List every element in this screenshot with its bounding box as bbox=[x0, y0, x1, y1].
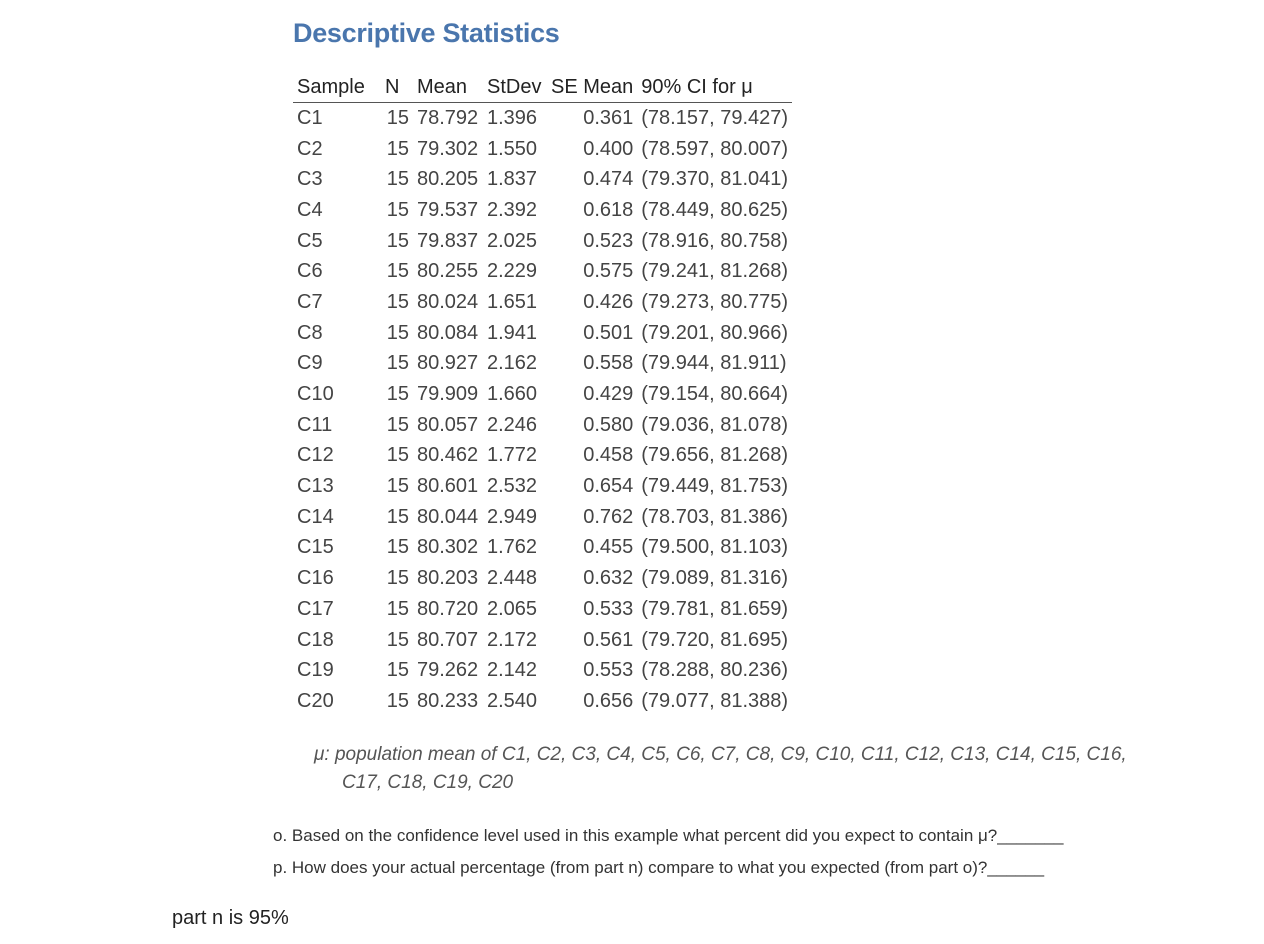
cell-stdev: 2.448 bbox=[487, 567, 538, 590]
cell-ci: (79.370, 81.041) bbox=[641, 168, 789, 191]
cell-ci: (79.036, 81.078) bbox=[641, 413, 789, 436]
table-row bbox=[293, 594, 792, 625]
header-ci: 90% CI for μ bbox=[637, 72, 792, 103]
cell-stdev: 2.162 bbox=[487, 352, 538, 375]
table-row bbox=[293, 655, 792, 686]
cell-n: 15 bbox=[386, 352, 409, 375]
table-row bbox=[293, 471, 792, 502]
table-row bbox=[293, 287, 792, 318]
cell-stdev: 1.941 bbox=[487, 321, 538, 344]
table-row bbox=[293, 318, 792, 349]
cell-stdev: 1.660 bbox=[487, 383, 538, 406]
table-row bbox=[293, 379, 792, 410]
cell-se-mean: 0.575 bbox=[583, 260, 634, 283]
cell-mean: 80.205 bbox=[417, 168, 479, 191]
table-row bbox=[293, 502, 792, 533]
cell-se-mean: 0.426 bbox=[583, 290, 634, 313]
cell-ci: (79.154, 80.664) bbox=[641, 383, 789, 406]
header-se-mean: SE Mean bbox=[547, 72, 637, 103]
cell-mean: 79.837 bbox=[417, 229, 479, 252]
cell-stdev: 2.172 bbox=[487, 628, 538, 651]
cell-ci: (78.916, 80.758) bbox=[641, 229, 789, 252]
cell-mean: 80.601 bbox=[417, 475, 479, 498]
note-text: part n is 95% bbox=[172, 907, 289, 929]
cell-n: 15 bbox=[386, 567, 409, 590]
cell-mean: 80.084 bbox=[417, 321, 479, 344]
cell-sample: C11 bbox=[297, 413, 333, 436]
cell-ci: (79.241, 81.268) bbox=[641, 260, 789, 283]
cell-se-mean: 0.458 bbox=[583, 444, 634, 467]
table-row bbox=[293, 563, 792, 594]
cell-ci: (79.720, 81.695) bbox=[641, 628, 789, 651]
cell-se-mean: 0.400 bbox=[583, 137, 634, 160]
cell-sample: C6 bbox=[297, 260, 323, 283]
page-title: Descriptive Statistics bbox=[293, 18, 560, 48]
cell-sample: C16 bbox=[297, 567, 334, 590]
cell-n: 15 bbox=[386, 198, 409, 221]
cell-n: 15 bbox=[386, 290, 409, 313]
table-row bbox=[293, 686, 792, 717]
cell-stdev: 2.065 bbox=[487, 597, 538, 620]
cell-mean: 80.462 bbox=[417, 444, 479, 467]
header-sample: Sample bbox=[293, 72, 381, 103]
cell-mean: 80.057 bbox=[417, 413, 479, 436]
cell-ci: (78.597, 80.007) bbox=[641, 137, 789, 160]
cell-sample: C4 bbox=[297, 198, 323, 221]
cell-stdev: 1.651 bbox=[487, 290, 538, 313]
table-row bbox=[293, 256, 792, 287]
header-n: N bbox=[381, 72, 413, 103]
cell-sample: C14 bbox=[297, 505, 334, 528]
cell-n: 15 bbox=[386, 106, 409, 129]
table-row bbox=[293, 195, 792, 226]
cell-se-mean: 0.654 bbox=[583, 475, 634, 498]
cell-sample: C20 bbox=[297, 689, 334, 712]
cell-ci: (79.273, 80.775) bbox=[641, 290, 789, 313]
cell-ci: (78.449, 80.625) bbox=[641, 198, 789, 221]
cell-n: 15 bbox=[386, 383, 409, 406]
cell-stdev: 2.229 bbox=[487, 260, 538, 283]
cell-stdev: 1.837 bbox=[487, 168, 538, 191]
cell-n: 15 bbox=[386, 168, 409, 191]
table-row bbox=[293, 533, 792, 564]
cell-ci: (79.089, 81.316) bbox=[641, 567, 789, 590]
cell-n: 15 bbox=[386, 444, 409, 467]
cell-sample: C17 bbox=[297, 597, 334, 620]
table-body bbox=[293, 103, 792, 717]
cell-ci: (79.656, 81.268) bbox=[641, 444, 789, 467]
cell-sample: C12 bbox=[297, 444, 334, 467]
cell-mean: 80.024 bbox=[417, 290, 479, 313]
table-row bbox=[293, 103, 792, 134]
cell-ci: (78.703, 81.386) bbox=[641, 505, 789, 528]
cell-stdev: 2.540 bbox=[487, 689, 538, 712]
cell-se-mean: 0.501 bbox=[583, 321, 634, 344]
cell-sample: C2 bbox=[297, 137, 323, 160]
cell-sample: C1 bbox=[297, 106, 323, 129]
cell-n: 15 bbox=[386, 659, 409, 682]
cell-sample: C18 bbox=[297, 628, 334, 651]
table-row bbox=[293, 134, 792, 165]
table-row bbox=[293, 625, 792, 656]
cell-stdev: 2.392 bbox=[487, 198, 538, 221]
cell-mean: 80.707 bbox=[417, 628, 479, 651]
cell-ci: (79.077, 81.388) bbox=[641, 689, 789, 712]
table-row bbox=[293, 441, 792, 472]
cell-n: 15 bbox=[386, 260, 409, 283]
cell-ci: (79.201, 80.966) bbox=[641, 321, 789, 344]
cell-stdev: 2.025 bbox=[487, 229, 538, 252]
cell-se-mean: 0.580 bbox=[583, 413, 634, 436]
cell-se-mean: 0.762 bbox=[583, 505, 634, 528]
cell-se-mean: 0.455 bbox=[583, 536, 634, 559]
cell-mean: 80.720 bbox=[417, 597, 479, 620]
cell-mean: 80.203 bbox=[417, 567, 479, 590]
footnote: μ: population mean of C1, C2, C3, C4, C5, C6, C7, C8, C9, C10, C11, C12, C13, C14, C15, C16, C17, C18, C19, C20 bbox=[314, 744, 1127, 793]
cell-ci: (79.449, 81.753) bbox=[641, 475, 789, 498]
table-row bbox=[293, 410, 792, 441]
cell-n: 15 bbox=[386, 597, 409, 620]
cell-se-mean: 0.361 bbox=[583, 106, 634, 129]
cell-stdev: 1.772 bbox=[487, 444, 538, 467]
cell-n: 15 bbox=[386, 536, 409, 559]
cell-stdev: 1.762 bbox=[487, 536, 538, 559]
cell-mean: 80.302 bbox=[417, 536, 479, 559]
cell-n: 15 bbox=[386, 321, 409, 344]
cell-n: 15 bbox=[386, 413, 409, 436]
cell-n: 15 bbox=[386, 475, 409, 498]
table-row bbox=[293, 349, 792, 380]
question-p: p. How does your actual percentage (from part n) compare to what you expected (from part o)?______ bbox=[273, 858, 1045, 877]
cell-n: 15 bbox=[386, 628, 409, 651]
cell-stdev: 1.396 bbox=[487, 106, 538, 129]
cell-n: 15 bbox=[386, 229, 409, 252]
cell-se-mean: 0.561 bbox=[583, 628, 634, 651]
cell-se-mean: 0.474 bbox=[583, 168, 634, 191]
cell-n: 15 bbox=[386, 505, 409, 528]
cell-sample: C8 bbox=[297, 321, 323, 344]
cell-stdev: 1.550 bbox=[487, 137, 538, 160]
cell-sample: C5 bbox=[297, 229, 323, 252]
cell-ci: (78.157, 79.427) bbox=[641, 106, 789, 129]
cell-se-mean: 0.429 bbox=[583, 383, 634, 406]
cell-ci: (78.288, 80.236) bbox=[641, 659, 789, 682]
cell-se-mean: 0.618 bbox=[583, 198, 634, 221]
cell-mean: 80.255 bbox=[417, 260, 479, 283]
cell-se-mean: 0.553 bbox=[583, 659, 634, 682]
cell-se-mean: 0.656 bbox=[583, 689, 634, 712]
cell-n: 15 bbox=[386, 689, 409, 712]
cell-se-mean: 0.533 bbox=[583, 597, 634, 620]
table-row bbox=[293, 164, 792, 195]
cell-ci: (79.944, 81.911) bbox=[641, 352, 787, 375]
cell-mean: 79.262 bbox=[417, 659, 479, 682]
cell-sample: C9 bbox=[297, 352, 323, 375]
cell-mean: 80.233 bbox=[417, 689, 479, 712]
header-mean: Mean bbox=[413, 72, 483, 103]
cell-mean: 79.537 bbox=[417, 198, 479, 221]
question-o: o. Based on the confidence level used in this example what percent did you expect to contain μ?_______ bbox=[273, 826, 1064, 845]
cell-mean: 78.792 bbox=[417, 106, 479, 129]
cell-stdev: 2.142 bbox=[487, 659, 538, 682]
cell-mean: 79.909 bbox=[417, 383, 479, 406]
cell-se-mean: 0.632 bbox=[583, 567, 634, 590]
cell-mean: 80.044 bbox=[417, 505, 479, 528]
cell-sample: C3 bbox=[297, 168, 323, 191]
cell-stdev: 2.949 bbox=[487, 505, 538, 528]
cell-sample: C7 bbox=[297, 290, 323, 313]
header-stdev: StDev bbox=[483, 72, 547, 103]
cell-sample: C13 bbox=[297, 475, 334, 498]
table-header-row bbox=[293, 72, 792, 103]
cell-ci: (79.781, 81.659) bbox=[641, 597, 789, 620]
table-row bbox=[293, 226, 792, 257]
cell-sample: C10 bbox=[297, 383, 334, 406]
cell-mean: 79.302 bbox=[417, 137, 479, 160]
cell-mean: 80.927 bbox=[417, 352, 479, 375]
cell-stdev: 2.532 bbox=[487, 475, 538, 498]
cell-se-mean: 0.558 bbox=[583, 352, 634, 375]
cell-stdev: 2.246 bbox=[487, 413, 538, 436]
cell-sample: C19 bbox=[297, 659, 334, 682]
cell-se-mean: 0.523 bbox=[583, 229, 634, 252]
cell-sample: C15 bbox=[297, 536, 334, 559]
descriptive-statistics-table bbox=[293, 72, 792, 717]
cell-n: 15 bbox=[386, 137, 409, 160]
cell-ci: (79.500, 81.103) bbox=[641, 536, 789, 559]
